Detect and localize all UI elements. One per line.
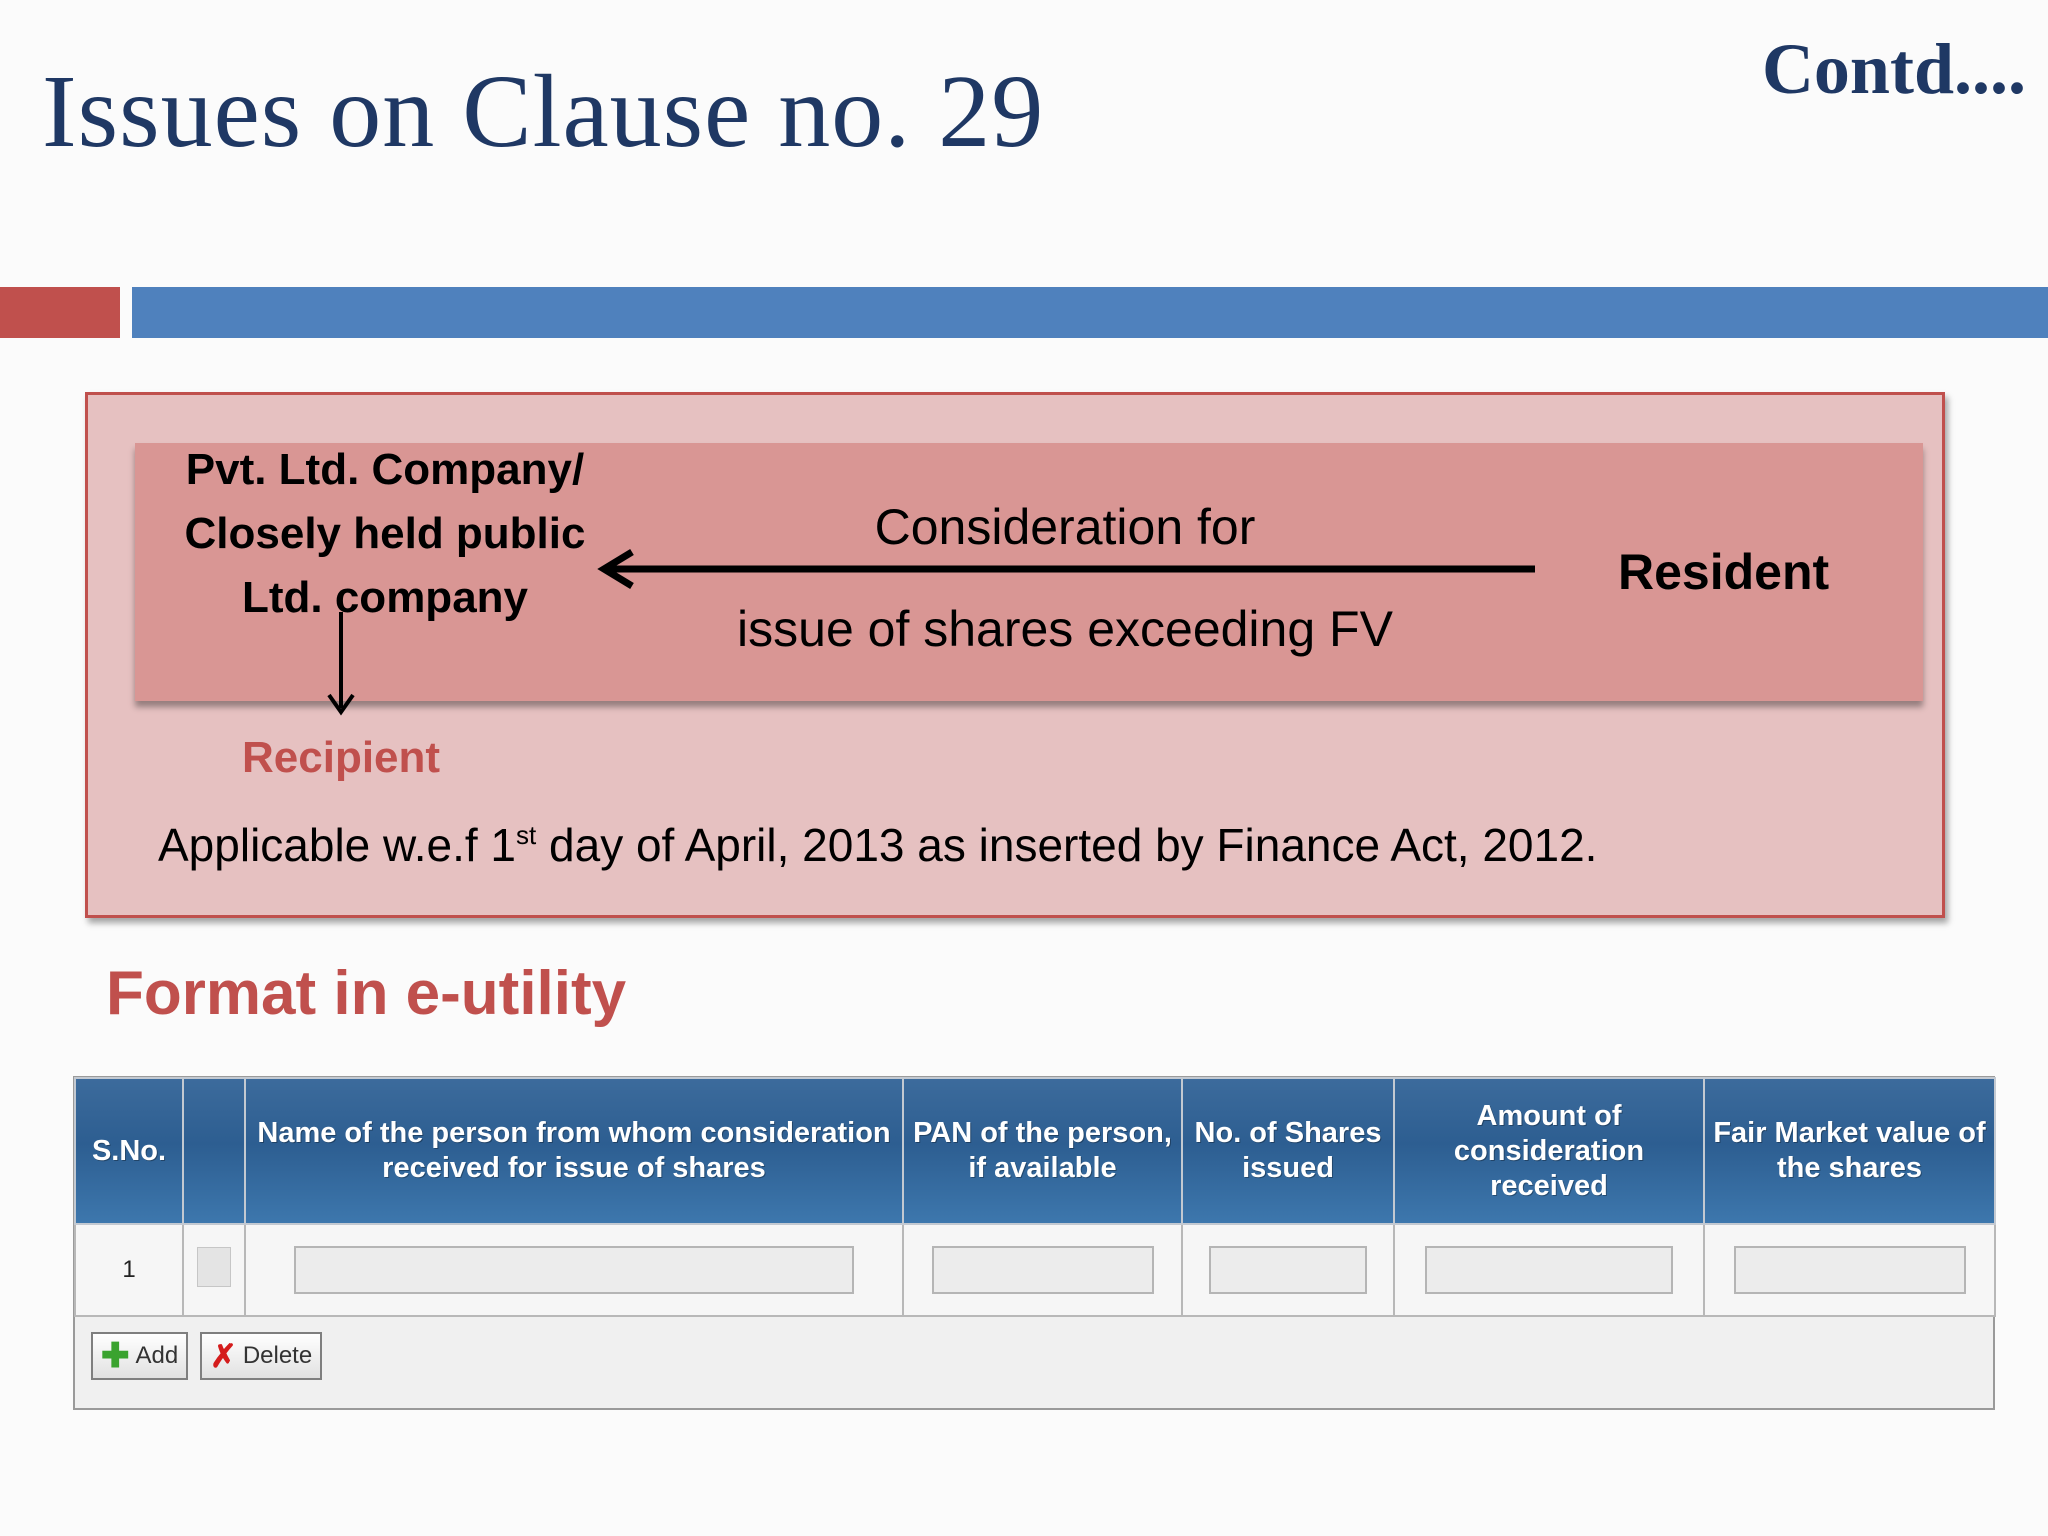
resident-label: Resident — [1618, 544, 1830, 600]
table-header-row — [75, 1078, 1995, 1224]
fmv-input[interactable] — [1734, 1246, 1966, 1294]
column-header-amount: Amount of consideration received — [1394, 1078, 1704, 1224]
column-header-name: Name of the person from whom consideration received for issue of shares — [245, 1078, 903, 1224]
amount-cell — [1394, 1224, 1704, 1316]
fmv-cell — [1704, 1224, 1995, 1316]
applicable-sup: st — [516, 820, 537, 850]
contd-label: Contd.... — [1761, 29, 2026, 109]
applicable-note — [158, 818, 1597, 872]
pan-input[interactable] — [932, 1246, 1154, 1294]
row-select-checkbox[interactable] — [197, 1247, 231, 1287]
plus-icon: ✚ — [101, 1337, 130, 1375]
applicable-suffix: day of April, 2013 as inserted by Finance Act, 2012. — [536, 819, 1598, 871]
applicable-prefix: Applicable w.e.f 1 — [158, 819, 517, 871]
column-header-pan: PAN of the person, if available — [903, 1078, 1182, 1224]
delete-button[interactable] — [200, 1332, 322, 1380]
column-header-select — [183, 1078, 245, 1224]
delete-x-icon: ✗ — [210, 1338, 237, 1374]
company-line: Closely held public — [184, 509, 586, 558]
column-header-sno: S.No. — [75, 1078, 183, 1224]
column-header-shares: No. of Shares issued — [1182, 1078, 1394, 1224]
accent-bar-red — [0, 287, 120, 338]
consideration-detail: issue of shares exceeding FV — [737, 601, 1393, 657]
section-heading: Format in e-utility — [106, 959, 627, 1028]
company-line: Ltd. company — [241, 573, 529, 622]
company-label — [165, 438, 605, 630]
delete-button-label: Delete — [242, 1342, 313, 1369]
row-select-cell — [183, 1224, 245, 1316]
consideration-label: Consideration for — [874, 499, 1256, 555]
slide-title: Issues on Clause no. 29 — [42, 54, 1045, 169]
recipient-label: Recipient — [242, 733, 441, 782]
form-table — [74, 1077, 1996, 1317]
add-button[interactable] — [91, 1332, 188, 1380]
pan-cell — [903, 1224, 1182, 1316]
add-button-label: Add — [135, 1342, 179, 1369]
shares-input[interactable] — [1209, 1246, 1367, 1294]
row-sno: 1 — [75, 1224, 183, 1316]
table-row — [75, 1224, 1995, 1316]
shares-cell — [1182, 1224, 1394, 1316]
name-input[interactable] — [294, 1246, 854, 1294]
accent-bar-blue — [132, 287, 2048, 338]
amount-input[interactable] — [1425, 1246, 1673, 1294]
name-cell — [245, 1224, 903, 1316]
company-line: Pvt. Ltd. Company/ — [185, 445, 585, 494]
column-header-fmv: Fair Market value of the shares — [1704, 1078, 1995, 1224]
